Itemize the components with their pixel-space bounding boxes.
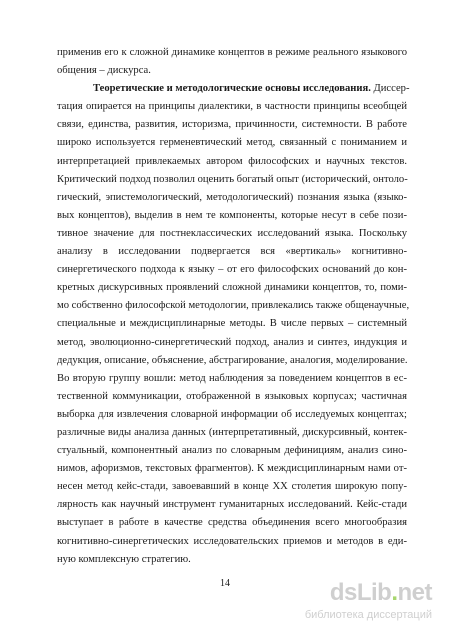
text-line: метод, эволюционно-синергетический подход, анализ и синтез, индукция и <box>57 336 407 348</box>
watermark-logo-main: dsLib <box>329 579 392 606</box>
text-line: синергетического подхода к языку – от его философских оснований до кон- <box>57 264 407 276</box>
watermark <box>304 579 436 621</box>
text-line: тивное значение для постнеклассических исследований языка. Поскольку <box>57 227 407 239</box>
text-line: нимов, афоризмов, текстовых фрагментов). К междисциплинарным нами от- <box>57 463 407 475</box>
text-line: когнитивно-синергетических исследовательских приемов и методов в еди- <box>57 535 407 547</box>
text-line: Критический подход позволил оценить богатый опыт (исторический, онтоло- <box>57 173 408 185</box>
text-line: ную комплексную стратегию. <box>57 553 191 565</box>
text-line: мо собственно философской методологии, привлекались также общенаучные, <box>57 300 410 312</box>
page-number: 14 <box>220 578 230 589</box>
text-line: вых концептов), выделив в нем те компоненты, которые несут в себе пози- <box>57 209 407 221</box>
text-line: общения – дискурса. <box>57 65 151 77</box>
heading-line <box>57 80 410 98</box>
text-line: гический, эпистемологический, методологический) познания языка (языко- <box>57 191 407 203</box>
heading-tail: Диссер- <box>370 83 410 95</box>
text-line: интерпретацией привлекаемых автором философских и научных текстов. <box>57 155 407 167</box>
text-line: широко используется герменевтический метод, связанный с пониманием и <box>57 137 407 149</box>
text-line: лярность как научный инструмент гуманитарных исследований. Кейс-стади <box>57 499 407 511</box>
section-heading: Теоретические и методологические основы исследования. <box>93 83 371 95</box>
watermark-logo-dot: . <box>391 579 398 606</box>
text-line: тация опирается на принципы диалектики, в частности принципы всеобщей <box>57 101 407 113</box>
text-line: дедукция, описание, объяснение, абстрагирование, аналогия, моделирование. <box>57 354 408 366</box>
text-line: выборка для извлечения словарной информации об исследуемых концептах; <box>57 408 407 420</box>
text-line: стуальный, компонентный анализ по словарным дефинициям, анализ сино- <box>57 445 407 457</box>
text-line: несен метод кейс-стади, завоевавший в конце XX столетия широкую попу- <box>57 481 407 493</box>
text-line: специальные и междисциплинарные методы. В числе первых – системный <box>57 318 407 330</box>
text-line: Во вторую группу вошли: метод наблюдения за поведением концептов в ес- <box>57 372 407 384</box>
text-line: различные виды анализа данных (интерпретативный, дискурсивный, контек- <box>57 426 407 438</box>
body-text <box>57 44 410 569</box>
text-line: выступает в работе в качестве средства объединения всего многообразия <box>57 517 407 529</box>
watermark-logo <box>330 579 432 607</box>
watermark-logo-tld: net <box>397 579 432 606</box>
text-line: анализу в исследовании подвергается вся «вертикаль» когнитивно- <box>57 246 407 258</box>
text-line: кретных дискурсивных проявлений сложной динамики концептов, то, поми- <box>57 282 407 294</box>
watermark-subtitle: библиотека диссертаций <box>304 609 432 621</box>
text-line: применив его к сложной динамике концептов в режиме реального языкового <box>57 47 407 58</box>
text-line: связи, единства, развития, историзма, причинности, системности. В работе <box>57 119 407 131</box>
text-line: тественной коммуникации, отображенной в языковых корпусах; частичная <box>57 390 407 402</box>
